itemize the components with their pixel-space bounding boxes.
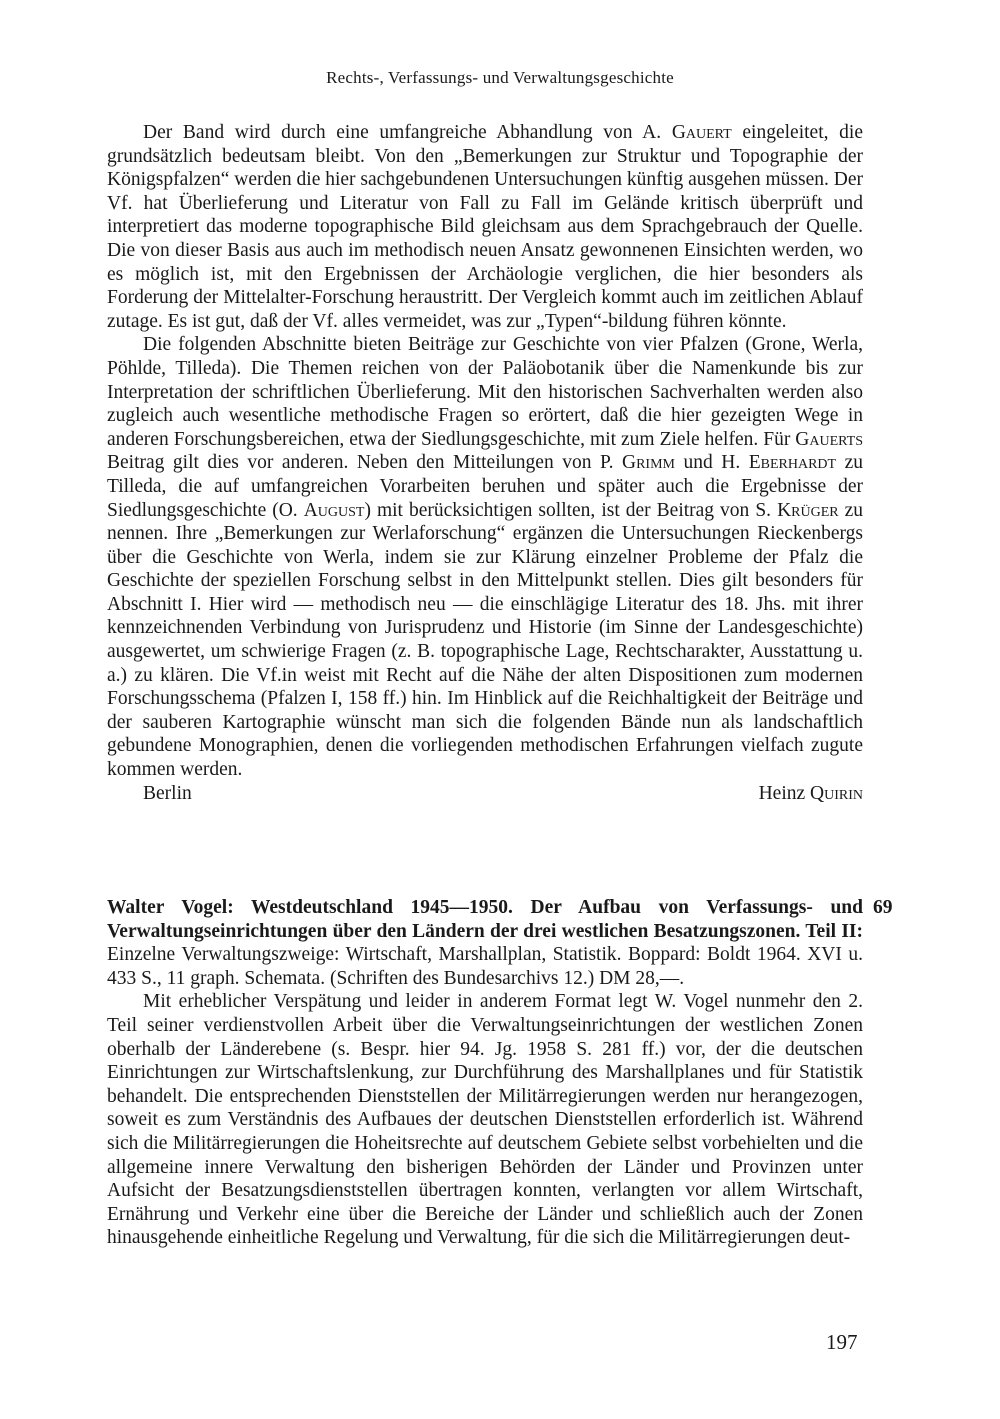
author-name: Gauerts [795,428,863,450]
text-run: Beitrag gilt dies vor anderen. Neben den Mitteilungen von P. [107,452,623,474]
title-bold: Walter Vogel: Westdeutschland 1945—1950. Der Aufbau von Verfassungs- und Verwaltungseinrichtungen über den Ländern der drei westlichen Besatzungszonen. Teil II: [107,897,863,942]
text-run: zu nennen. Ihre „Bemerkungen zur Werlaforschung“ ergänzen die Untersuchungen Rieckenbergs über die Geschichte von Werla, indem sie zur Klärung einzelner Probleme der Pfalz die Geschichte der speziellen Forschung selbst in den Mittelpunkt stellen. Dies gilt besonders für Abschnitt I. Hier wird — methodisch neu — die einschlägige Literatur des 18. Jhs. mit ihrer kennzeichnenden Verbindung von Jurisprudenz und Historie (im Sinne der Landesgeschichte) ausgewertet, um schwierige Fragen (z. B. topographische Lage, Rechtscharakter, Ausstattung u. a.) zu klären. Die Vf.in weist mit Recht auf die Nähe der alten Dispositionen zum modernen Forschungsschema (Pfalzen I, 158 ff.) hin. Im Hinblick auf die Reichhaltigkeit der Beiträge und der sauberen Kartographie wünscht man sich die folgenden Bände nun als landschaftlich gebundene Monographien, denen die vorliegenden methodischen Erfahrungen vielfach zugute kommen werden. [107,499,864,781]
signature-line [107,782,863,806]
author-name: Grimm [622,452,675,474]
author-name: Eberhardt [748,452,837,474]
text-run: Der Band wird durch eine umfangreiche Abhandlung von A. [143,122,672,143]
reviewer-first-name: Heinz [758,782,811,804]
text-run: ) mit berücksichtigen sollten, ist der Beitrag von S. [364,499,778,521]
reviewer-last-name: Quirin [810,782,863,804]
bibliographic-heading [107,896,863,990]
entry-number: 69 [873,897,893,918]
author-name: August [303,499,365,521]
text-run: eingeleitet, die grundsätzlich bedeutsam bleibt. Von den „Bemerkungen zur Struktur und Topographie der Königspfalzen“ werden die hier sachgebundenen Untersuchungen künftig ausgehen müssen. Der Vf. hat Überlieferung und Literatur von Fall zu Fall im Gelände kritisch überprüft und interpretiert das moderne topographische Bild gleichsam aus dem Sprachgebrauch der Quelle. Die von dieser Basis aus auch im methodisch neuen Ansatz gewonnenen Einsichten werden, wo es möglich ist, mit den Ergebnissen der Archäologie verglichen, die hier besonders als Forderung der Mittelalter-Forschung heraustritt. Der Vergleich kommt auch im zeitlichen Ablauf zutage. Es ist gut, daß der Vf. alles vermeidet, was zur „Typen“-bildung führen könnte. [107,122,863,332]
paragraph [107,333,863,781]
text-run: und H. [675,452,749,474]
text-run: Die folgenden Abschnitte bieten Beiträge zur Geschichte von vier Pfalzen (Grone, Werla, Pöhlde, Tilleda). Die Themen reichen von der Paläobotanik über die Namenkunde bis zur Interpretation der schriftlichen Überlieferung. Mit den historischen Sachverhalten werden also zugleich auch wesentliche methodische Fragen so erörtert, daß die hier gezeigten Wege in anderen Forschungsbereichen, etwa der Siedlungsgeschichte, mit zum Ziele helfen. Für [107,334,863,450]
author-name: Krüger [777,499,839,521]
author-name: Gauert [671,122,732,143]
review-entry [107,896,863,1250]
text-run: zu Tilleda, die auf umfangreichen Vorarbeiten beruhen und später auch die Ergebnisse der Siedlungsgeschichte (O. [107,452,864,521]
page-number: 197 [826,1330,858,1354]
paragraph [107,121,863,333]
paragraph: Mit erheblicher Verspätung und leider in anderem Format legt W. Vogel nunmehr den 2. Teil seiner verdienstvollen Arbeit über die Verwaltungseinrichtungen der westlichen Zonen oberhalb der Länderebene (s. Bespr. hier 94. Jg. 1958 S. 281 ff.) vor, der die deutschen Einrichtungen zur Wirtschaftslenkung, zur Durchführung des Marshallplanes und für Statistik behandelt. Die entsprechenden Dienststellen der Militärregierungen werden nur herangezogen, soweit es zum Verständnis des Aufbaues der deutschen Dienststellen erforderlich ist. Während sich die Militärregierungen die Hoheitsrechte auf deutschem Gebiete selbst vorbehielten und die allgemeine innere Verwaltung den bisherigen Behörden der Länder und Provinzen unter Aufsicht der Besatzungsdienststellen übertragen konnten, verlangten vor allem Wirtschaft, Ernährung und Verkehr eine über die Bereiche der Länder und schließlich auch der Zonen hinausgehende einheitliche Regelung und Verwaltung, für die sich die Militärregierungen deut- [107,991,863,1249]
running-head: Rechts-, Verfassungs- und Verwaltungsgeschichte [326,68,674,87]
place: Berlin [143,782,192,804]
reviewer [759,782,863,806]
review-continued [107,121,863,805]
publication-details: Einzelne Verwaltungszweige: Wirtschaft, Marshallplan, Statistik. Boppard: Boldt 1964. XVI u. 433 S., 11 graph. Schemata. (Schriften des Bundesarchivs 12.) DM 28,—. [107,944,863,989]
